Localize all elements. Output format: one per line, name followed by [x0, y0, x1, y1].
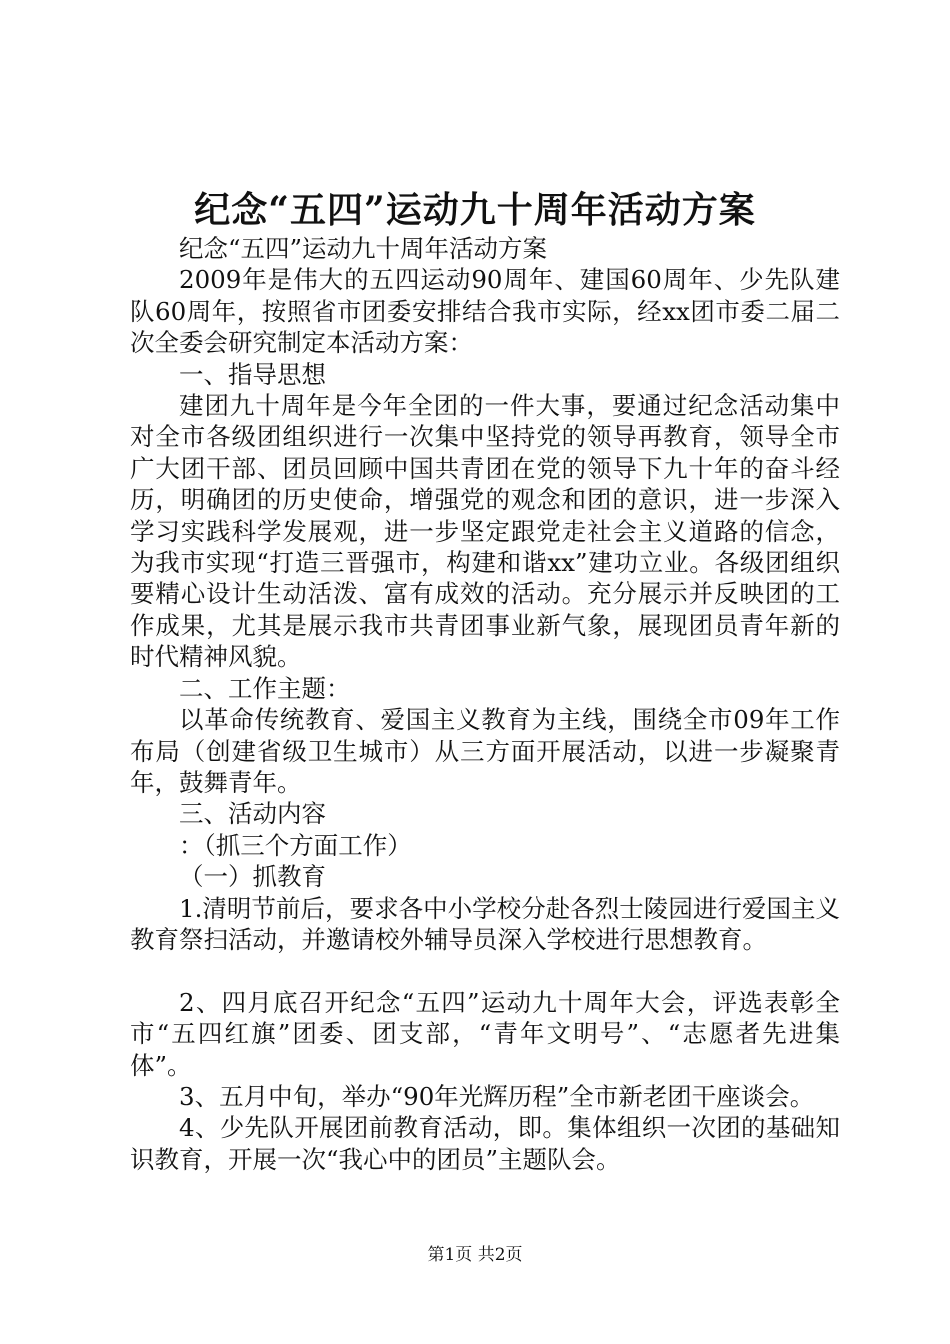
paragraph-subtitle: 纪念“五四”运动九十周年活动方案	[179, 234, 548, 263]
paragraph-guiding-thought: 建团九十周年是今年全团的一件大事，要通过纪念活动集中对全市各级团组织进行一次集中坚持党的领导再教育，领导全市广大团干部、团员回顾中国共青团在党的领导下九十年的奋斗经历，明确团的历史使命，增强党的观念和团的意识，进一步深入学习实践科学发展观，进一步坚定跟党走社会主义道路的信念，为我市实现“打造三晋强市，构建和谐xx”建功立业。各级团组织要精心设计生动活泼、富有成效的活动。充分展示并反映团的工作成果，尤其是展示我市共青团事业新气象，展现团员青年新的时代精神风貌。	[130, 391, 840, 672]
document-title: 纪念“五四”运动九十周年活动方案	[194, 189, 756, 231]
list-item-4: 4、少先队开展团前教育活动，即。集体组织一次团的基础知识教育，开展一次“我心中的团员”主题队会。	[130, 1113, 840, 1174]
page-footer: 第1页 共2页	[427, 1245, 523, 1265]
paragraph-work-theme: 以革命传统教育、爱国主义教育为主线，围绕全市09年工作布局（创建省级卫生城市）从三方面开展活动，以进一步凝聚青年，鼓舞青年。	[130, 705, 840, 797]
list-item-2: 2、四月底召开纪念“五四”运动九十周年大会，评选表彰全市“五四红旗”团委、团支部，“青年文明号”、“志愿者先进集体”。	[130, 987, 840, 1080]
heading-work-theme: 二、工作主题：	[179, 673, 351, 703]
heading-education: （一）抓教育	[179, 862, 326, 892]
list-item-3: 3、五月中旬，举办“90年光辉历程”全市新老团干座谈会。	[179, 1081, 815, 1111]
paragraph-three-aspects: ：（抓三个方面工作）	[179, 830, 412, 860]
heading-activity-content: 三、活动内容	[179, 799, 326, 829]
paragraph-intro: 2009年是伟大的五四运动90周年、建国60周年、少先队建队60周年，按照省市团委安排结合我市实际，经xx团市委二届二次全委会研究制定本活动方案：	[130, 265, 840, 358]
list-item-1: 1.清明节前后，要求各中小学校分赴各烈士陵园进行爱国主义教育祭扫活动，并邀请校外辅导员深入学校进行思想教育。	[130, 893, 840, 954]
heading-guiding-thought: 一、指导思想	[179, 359, 326, 389]
document-body	[130, 233, 840, 1175]
